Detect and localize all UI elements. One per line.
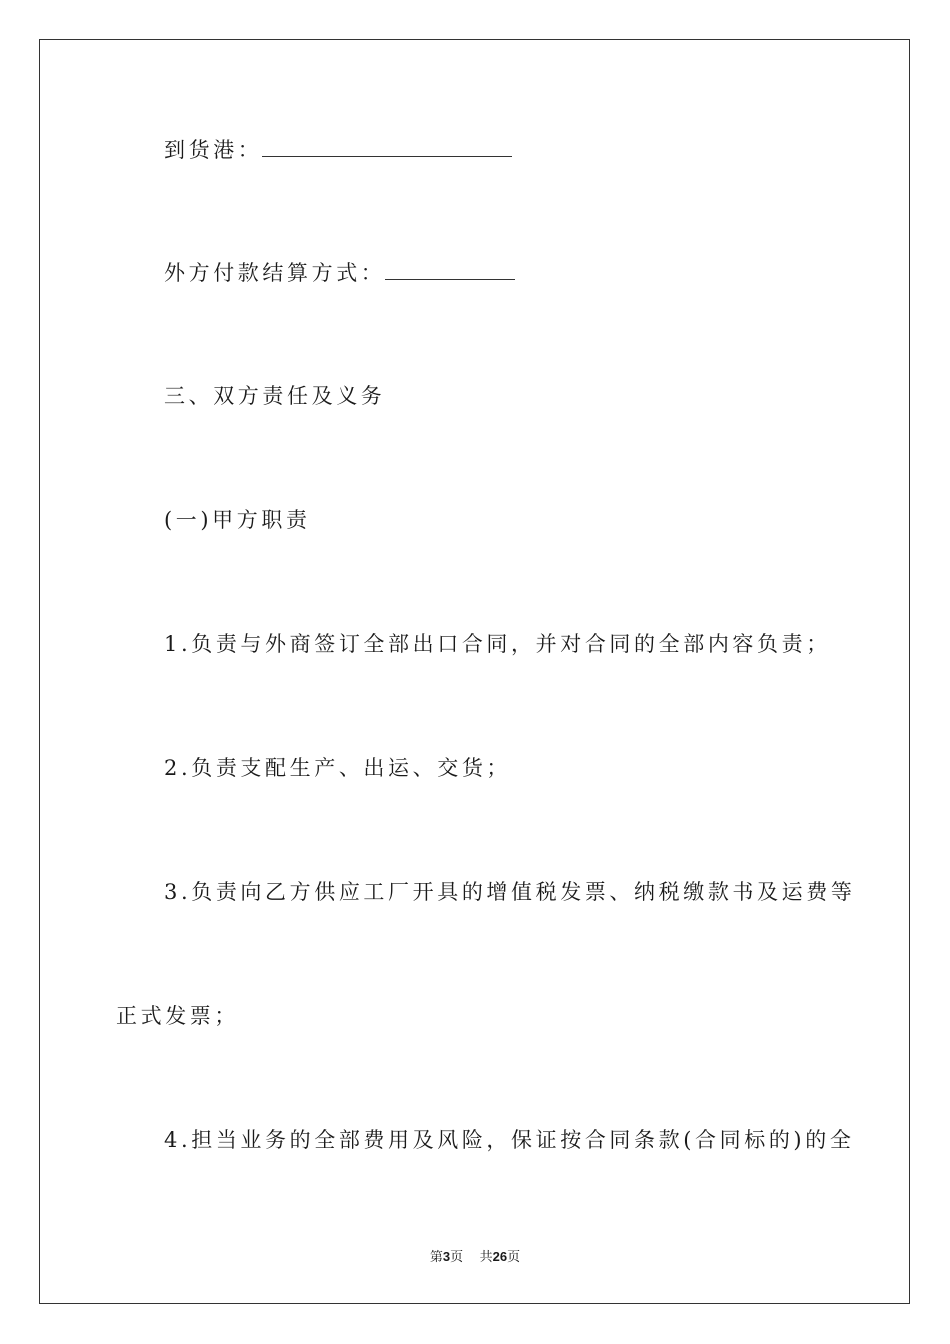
section-heading: 三、双方责任及义务 [164, 384, 386, 408]
clause-2: 2.负责支配生产、出运、交货； [164, 756, 512, 780]
arrival-port-label: 到货港： [164, 138, 263, 162]
clause-3: 3.负责向乙方供应工厂开具的增值税发票、纳税缴款书及运费等 [164, 880, 856, 904]
page-border [39, 39, 910, 1304]
line-payment-method [164, 257, 515, 288]
footer-page-prefix: 第 [429, 1250, 443, 1265]
payment-method-blank [385, 257, 515, 280]
page-footer [0, 1246, 950, 1265]
footer-total-prefix: 共 [479, 1250, 493, 1265]
clause-1: 1.负责与外商签订全部出口合同，并对合同的全部内容负责； [164, 632, 831, 656]
footer-page-suffix: 页 [450, 1250, 464, 1265]
payment-method-label: 外方付款结算方式： [164, 261, 386, 285]
footer-total-pages: 26 [492, 1249, 508, 1264]
arrival-port-blank [262, 134, 512, 157]
subsection-heading: (一)甲方职责 [164, 508, 311, 532]
line-arrival-port [164, 134, 512, 165]
clause-3-continued: 正式发票； [116, 1004, 239, 1028]
clause-4: 4.担当业务的全部费用及风险，保证按合同条款(合同标的)的全 [164, 1128, 855, 1152]
footer-total-suffix: 页 [507, 1250, 521, 1265]
footer-page-number: 3 [442, 1249, 451, 1264]
